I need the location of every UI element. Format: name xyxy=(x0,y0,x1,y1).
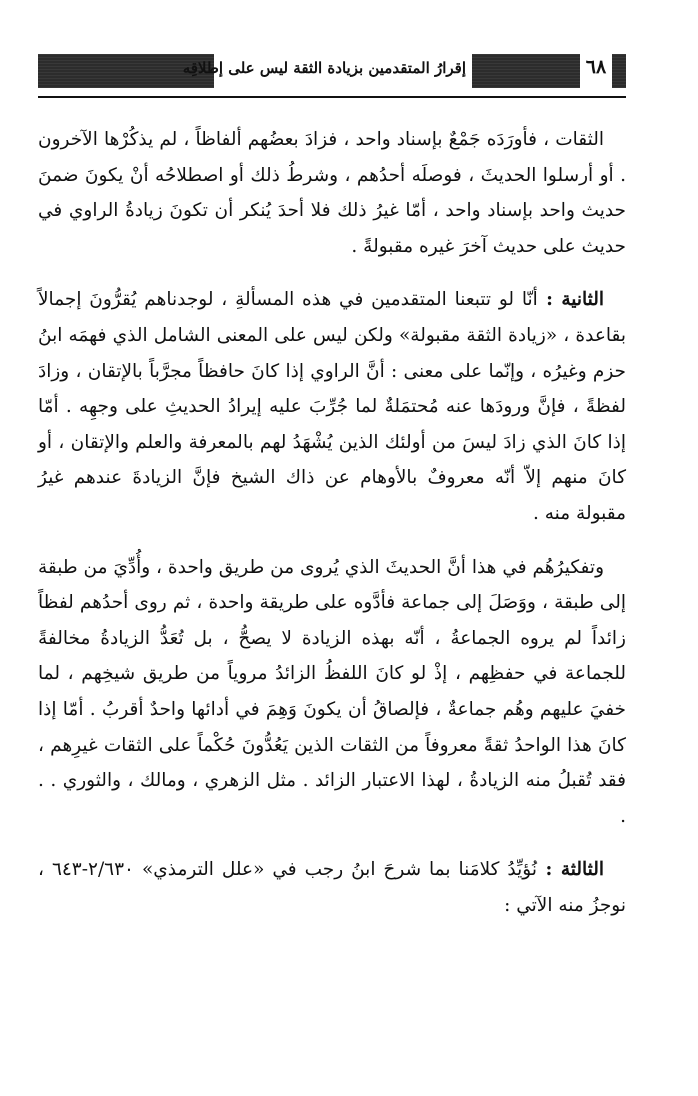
running-title: إقرارُ المتقدمين بزيادة الثقة ليس على إطلاقِه xyxy=(182,59,466,77)
page-header xyxy=(38,50,626,96)
paragraph-third-point xyxy=(38,852,626,923)
paragraph-text: نُؤيِّدُ كلامَنا بما شرحَ ابنُ رجب في «علل الترمذي» ٢/٦٣٠-٦٤٣ ، نوجزُ منه الآتي : xyxy=(38,859,626,916)
header-decorative-block-right xyxy=(612,54,626,88)
paragraph-reasoning xyxy=(38,550,626,835)
page-number: ٦٨ xyxy=(585,56,607,78)
paragraph-lead: الثانية : xyxy=(537,289,605,311)
header-rule xyxy=(38,96,626,98)
paragraph-lead: الثالثة : xyxy=(536,859,604,881)
body-text xyxy=(38,122,626,941)
paragraph-text: الثقات ، فأورَدَه جَمْعٌ بإسناد واحد ، فزادَ بعضُهم ألفاظاً ، لم يذكُرْها الآخرون . أو أرسلوا الحديثَ ، فوصلَه أحدُهم ، وشرطُ ذلك أو اصطلاحُه أنْ يكونَ ضمنَ حديث واحد بإسناد واحد ، أمّا غيرُ ذلك فلا أحدَ يُنكر أن تكونَ زيادةُ الراوي في حديث على حديث آخرَ غيره مقبولةً . xyxy=(38,129,626,257)
paragraph-continuation xyxy=(38,122,626,264)
paragraph-text: أنّا لو تتبعنا المتقدمين في هذه المسألةِ ، لوجدناهم يُقرُّونَ إجمالاً بقاعدة ، «زيادة الثقة مقبولة» ولكن ليس على المعنى الشامل الذي فهمَه ابنُ حزم وغيرُه ، وإنّما على معنى : أنَّ الراوي إذا كانَ حافظاً مجرَّباً بالإتقان ، وزادَ لفظةً ، فإنَّ ورودَها عنه مُحتمَلةٌ لما جُرِّبَ عليه إيرادُ الحديثِ على وجهِه . أمّا إذا كانَ الذي زادَ ليسَ من أولئك الذين يُشْهَدُ لهم بالمعرفة والعلم والإتقان ، أو كانَ منهم إلاّ أنّه معروفٌ بالأوهام عن ذاك الشيخ فإنَّ الزيادةَ عندهم غيرُ مقبولة منه . xyxy=(38,289,626,524)
header-decorative-block-middle xyxy=(472,54,580,88)
paragraph-text: وتفكيرُهُم في هذا أنَّ الحديثَ الذي يُروى من طريق واحدة ، وأُدِّيَ من طبقة إلى طبقة ، ووَصَلَ إلى جماعة فأدَّوه على طريقة واحدة ، ثم روى أحدُهم لفظاً زائداً لم يروه الجماعةُ ، أنّه بهذه الزيادة لا يصحُّ ، بل تُعَدُّ الزيادةُ مخالفةً للجماعة في حفظِهم ، إذْ لو كانَ اللفظُ الزائدُ مروياً من طريق شيخِهم ، لما خفيَ عليهم وهُم جماعةٌ ، فإلصاقُ أن يكونَ وَهِمَ في أدائها واحدٌ أقربُ . أمّا إذا كانَ هذا الواحدُ ثقةً معروفاً من الثقات الذين يَعُدُّونَ حُكْماً على الثقات غيرِهم ، فقد تُقبلُ منه الزيادةُ ، لهذا الاعتبار الزائد . مثل الزهري ، ومالك ، والثوري . . . xyxy=(38,556,626,827)
paragraph-second-point xyxy=(38,282,626,531)
